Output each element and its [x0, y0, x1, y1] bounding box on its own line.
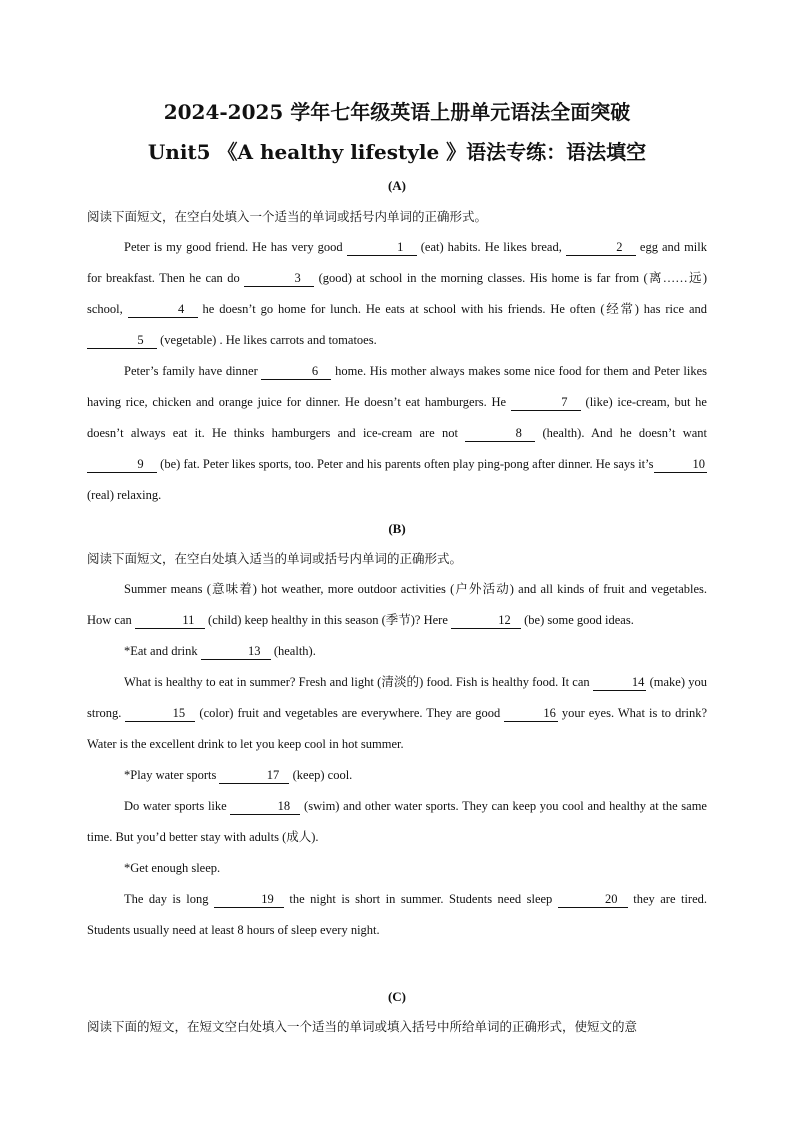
section-b-paragraph-7: The day is long 19 the night is short in summer. Students need sleep 20 they are tired. Students usually need at least 8 hours of sleep every night. — [87, 892, 708, 937]
blank-5[interactable]: 5 — [87, 333, 157, 349]
blank-4[interactable]: 4 — [128, 302, 198, 318]
section-b-heading-sleep: *Get enough sleep. — [124, 861, 221, 875]
blank-7[interactable]: 7 — [511, 395, 581, 411]
section-b-heading-play: *Play water sports 17 (keep) cool. — [124, 768, 353, 782]
blank-11[interactable]: 11 — [135, 613, 205, 629]
blank-10[interactable]: 10 — [654, 457, 708, 473]
page-subtitle: Unit5 《A healthy lifestyle 》语法专练：语法填空 — [147, 140, 647, 164]
blank-3[interactable]: 3 — [244, 271, 314, 287]
section-b-paragraph-3: What is healthy to eat in summer? Fresh and light (清淡的) food. Fish is healthy food. It can 14 (make) you strong. 15 (color) fruit and vegetables are everywhere. They are good 16 your eyes. What is to drink? Water is the excellent drink to let you keep cool in hot summer. — [87, 675, 708, 751]
section-b-heading-eat: *Eat and drink 13 (health). — [124, 644, 316, 658]
section-b-instruction: 阅读下面短文，在空白处填入适当的单词或括号内单词的正确形式。 — [87, 551, 463, 566]
section-b-label: (B) — [388, 521, 406, 536]
blank-20[interactable]: 20 — [558, 892, 628, 908]
section-a — [87, 201, 707, 511]
blank-2[interactable]: 2 — [566, 240, 636, 256]
blank-6[interactable]: 6 — [261, 364, 331, 380]
blank-9[interactable]: 9 — [87, 457, 157, 473]
blank-1[interactable]: 1 — [347, 240, 417, 256]
section-a-label: (A) — [387, 178, 407, 193]
blank-8[interactable]: 8 — [465, 426, 535, 442]
page-title: 2024-2025 学年七年级英语上册单元语法全面突破 — [163, 100, 631, 124]
blank-18[interactable]: 18 — [230, 799, 300, 815]
section-a-instruction: 阅读下面短文，在空白处填入一个适当的单词或括号内单词的正确形式。 — [87, 209, 488, 224]
blank-14[interactable]: 14 — [593, 675, 647, 691]
section-c-label: (C) — [387, 989, 407, 1004]
section-c-instruction: 阅读下面的短文，在短文空白处填入一个适当的单词或填入括号中所给单词的正确形式，使短文的意 — [87, 1019, 638, 1034]
blank-13[interactable]: 13 — [201, 644, 271, 660]
section-c — [87, 1011, 707, 1042]
section-a-paragraph-2: Peter’s family have dinner 6 home. His mother always makes some nice food for them and Peter likes having rice, chicken and orange juice for dinner. He doesn’t eat hamburgers. He 7 (like) ice-cream, but he doesn’t always eat it. He thinks hamburgers and ice-cream are not 8 (health). And he doesn’t want 9 (be) fat. Peter likes sports, too. Peter and his parents often play ping-pong after dinner. He says it’s 10 (real) relaxing. — [87, 364, 708, 502]
blank-17[interactable]: 17 — [219, 768, 289, 784]
blank-19[interactable]: 19 — [214, 892, 284, 908]
section-b-paragraph-5: Do water sports like 18 (swim) and other water sports. They can keep you cool and healthy at the same time. But you’d better stay with adults (成人). — [87, 799, 707, 844]
blank-12[interactable]: 12 — [451, 613, 521, 629]
section-b-paragraph-1: Summer means (意味着) hot weather, more outdoor activities (户外活动) and all kinds of fruit and vegetables. How can 11 (child) keep healthy in this season (季节)? Here 12 (be) some good ideas. — [87, 582, 707, 627]
blank-15[interactable]: 15 — [125, 706, 195, 722]
section-a-paragraph-1: Peter is my good friend. He has very good 1 (eat) habits. He likes bread, 2 egg and milk for breakfast. Then he can do 3 (good) at school in the morning classes. His home is far from (离……远) school, 4 he doesn’t go home for lunch. He eats at school with his friends. He often (经常) has rice and 5 (vegetable) . He likes carrots and tomatoes. — [87, 240, 708, 347]
blank-16[interactable]: 16 — [504, 706, 558, 722]
section-b — [87, 543, 707, 946]
